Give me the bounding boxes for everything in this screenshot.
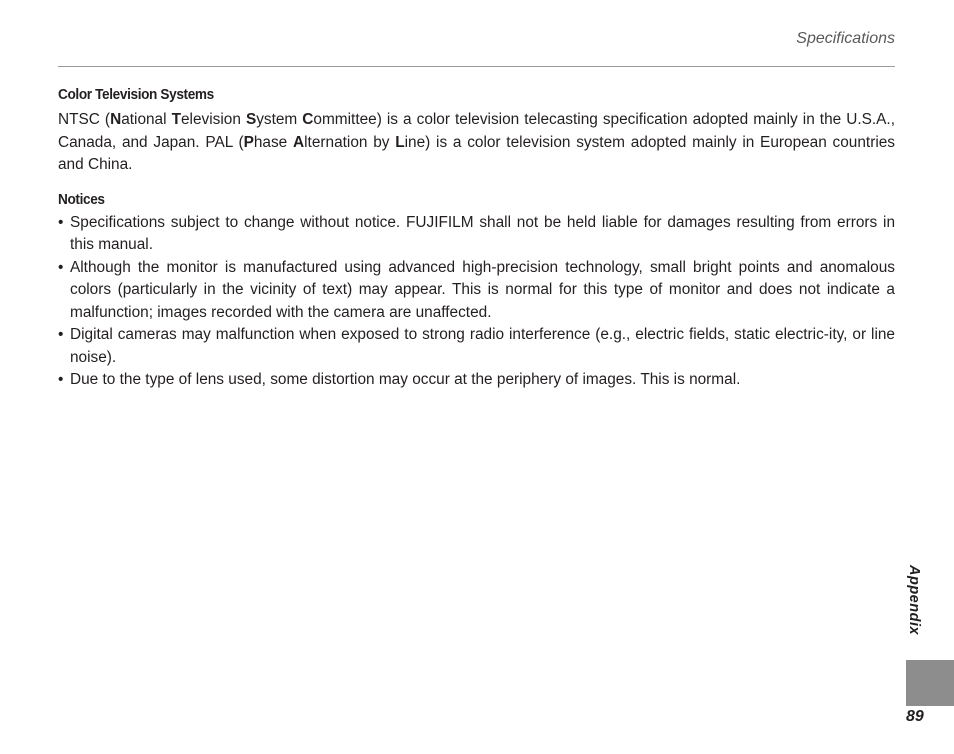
notices-list	[58, 212, 895, 392]
page-number: 89	[906, 708, 924, 725]
list-item	[58, 257, 895, 325]
para-segment: lternation by	[304, 133, 396, 151]
bullet-icon: •	[58, 258, 64, 276]
para-segment-bold: N	[110, 111, 122, 128]
color-tv-paragraph	[58, 109, 895, 177]
header-rule	[58, 66, 895, 67]
notice-text: Specifications subject to change without notice. FUJIFILM shall not be held liable for damages resulting from errors in this manual.	[70, 213, 895, 253]
section-tab-marker	[906, 660, 954, 706]
para-segment: elevision	[181, 111, 246, 128]
para-segment: ystem	[256, 111, 303, 128]
para-segment-bold: A	[293, 133, 305, 151]
list-item	[58, 212, 895, 257]
notices-heading: Notices	[58, 191, 105, 208]
notice-text: Digital cameras may malfunction when exposed to strong radio interference (e.g., electric fields, static electric-ity, or line noise).	[70, 326, 895, 366]
para-segment: hase	[253, 133, 293, 151]
para-segment-bold: S	[245, 111, 257, 128]
para-segment-bold: C	[302, 111, 314, 128]
notice-text: Due to the type of lens used, some distortion may occur at the periphery of images. This is normal.	[70, 371, 741, 388]
para-segment-bold: T	[171, 111, 181, 128]
para-segment-bold: P	[243, 133, 254, 151]
section-tab-label: Appendix	[906, 565, 922, 636]
bullet-icon: •	[58, 213, 64, 231]
para-segment: ational	[121, 111, 172, 128]
page-content	[58, 85, 895, 392]
para-segment-bold: L	[395, 133, 405, 151]
list-item	[58, 324, 895, 369]
para-segment: ommittee) is a color television telecasting specification adopted mainly in the U.S.A., Canada, and Japan. PAL (	[58, 111, 895, 151]
running-header-title: Specifications	[796, 30, 895, 47]
bullet-icon: •	[58, 326, 64, 343]
notice-text: Although the monitor is manufactured using advanced high-precision technology, small bright points and anomalous colors (particularly in the vicinity of text) may appear. This is normal for this type of monitor and does not indicate a malfunction; images recorded with the camera are unaffected.	[70, 258, 895, 321]
para-segment: NTSC (	[58, 111, 111, 128]
color-tv-heading: Color Television Systems	[58, 87, 214, 103]
para-segment: ine) is a color television system adopted mainly in European countries and China.	[58, 133, 896, 173]
list-item	[58, 369, 895, 392]
bullet-icon: •	[58, 371, 64, 388]
